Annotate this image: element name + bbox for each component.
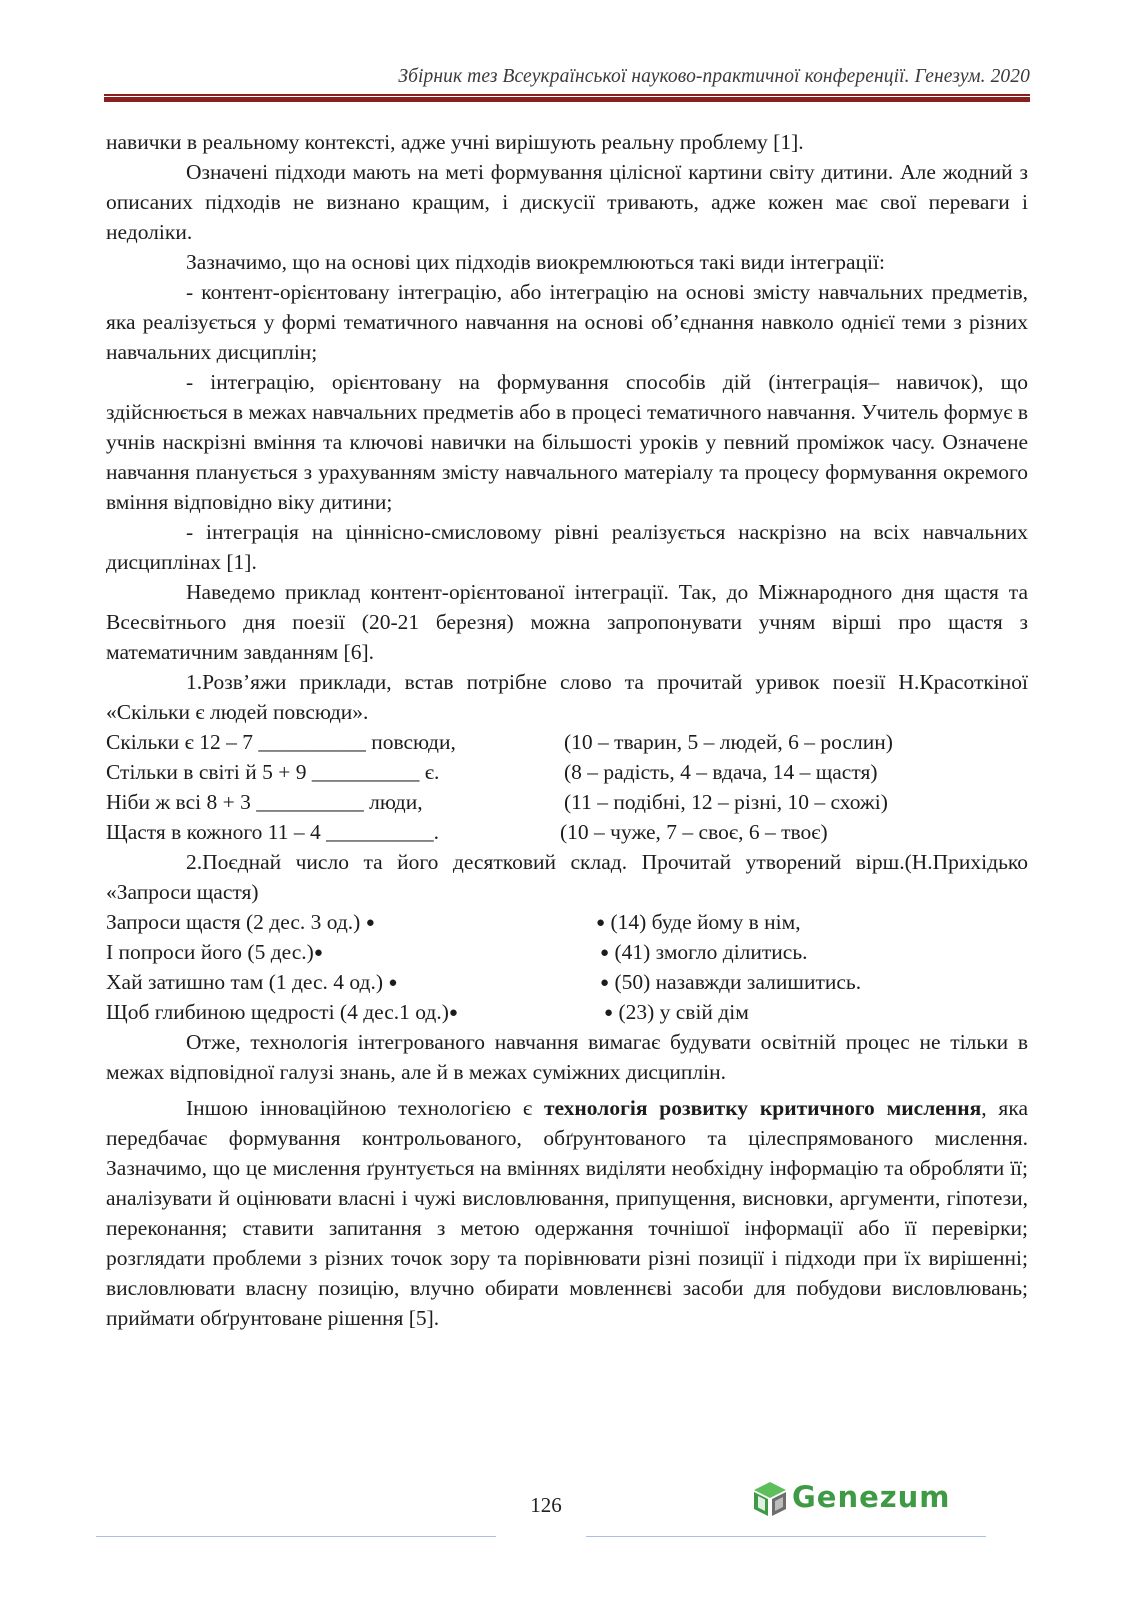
task1-row	[106, 817, 1028, 847]
paragraph: Наведемо приклад контент-орієнтованої інтеграції. Так, до Міжнародного дня щастя та Всесвітнього дня поезії (20-21 березня) можна запропонувати учням вірші про щастя з математичним завданням [6].	[106, 580, 1028, 664]
task1-intro: 1.Розв’яжи приклади, встав потрібне слово та прочитай уривок поезії Н.Красоткіної «Скільки є людей повсюди».	[106, 670, 1028, 724]
paragraph: Отже, технологія інтегрованого навчання вимагає будувати освітній процес не тільки в межах відповідної галузі знань, але й в межах суміжних дисциплін.	[106, 1030, 1028, 1084]
bullet-icon: ●	[313, 945, 323, 961]
task2-row	[106, 967, 1028, 997]
bullet-icon: ●	[388, 975, 398, 991]
header-rule-thick	[104, 97, 1030, 102]
paragraph-critical-thinking: Іншою інноваційною технологією є технологія розвитку критичного мислення, яка передбачає формування контрольованого, обґрунтованого та цілеспрямованого мислення. Зазначимо, що це мислення ґрунтується на вміннях виділяти необхідну інформацію та обробляти її; аналізувати й оцінювати власні і чужі висловлювання, припущення, висновки, аргументи, гіпотези, переконання; ставити запитання з метою одержання точнішої інформації або її перевірки; розглядати проблеми з різних точок зору та порівнювати різні позиції і підходи при їх вирішенні; висловлювати власну позицію, влучно обирати мовленнєві засоби для побудови висловлювань; приймати обґрунтоване рішення [5].	[106, 1096, 1028, 1330]
task1-line: Ніби ж всі 8 + 3 __________ люди,	[106, 790, 423, 814]
logo-text: Genezum	[792, 1480, 951, 1514]
task2-left: І попроси його (5 дес.)	[106, 940, 314, 964]
cube-icon	[748, 1478, 792, 1522]
task2-left: Запроси щастя (2 дес. 3 од.)	[106, 910, 361, 934]
list-item-skills-integration: - інтеграцію, орієнтовану на формування способів дій (інтеграція– навичок), що здійснюється в межах навчальних предметів або в процесі тематичного навчання. Учитель формує в учнів наскрізні вміння та ключові навички на більшості уроків у певний проміжок часу. Означене навчання планується з урахуванням змісту навчального матеріалу та процесу формування окремого вміння відповідно віку дитини;	[106, 370, 1028, 514]
list-item-content-integration: - контент-орієнтовану інтеграцію, або інтеграцію на основі змісту навчальних предметів, яка реалізується у формі тематичного навчання на основі об’єднання навколо однієї теми з різних навчальних дисциплін;	[106, 280, 1028, 364]
task1-options: (10 – чуже, 7 – своє, 6 – твоє)	[560, 820, 828, 844]
task1-row	[106, 787, 1028, 817]
task1-poem	[106, 727, 1028, 847]
term-critical-thinking: технологія розвитку критичного мислення	[544, 1096, 982, 1120]
task2-right: (41) змогло ділитись.	[614, 940, 808, 964]
task1-row	[106, 727, 1028, 757]
task2-right: (50) назавжди залишитись.	[614, 970, 862, 994]
task2-right: (23) у свій дім	[618, 1000, 749, 1024]
bullet-icon: ●	[600, 945, 610, 961]
bullet-icon: ●	[600, 975, 610, 991]
bullet-icon: ●	[365, 915, 375, 931]
task2-row	[106, 937, 1028, 967]
task1-options: (10 – тварин, 5 – людей, 6 – рослин)	[564, 730, 893, 754]
bullet-icon: ●	[596, 915, 606, 931]
page-number: 126	[530, 1493, 562, 1517]
task1-row	[106, 757, 1028, 787]
task2-left: Хай затишно там (1 дес. 4 од.)	[106, 970, 384, 994]
task1-options: (11 – подібні, 12 – різні, 10 – схожі)	[564, 790, 888, 814]
task1-line: Щастя в кожного 11 – 4 __________.	[106, 820, 439, 844]
task1-line: Скільки є 12 – 7 __________ повсюди,	[106, 730, 456, 754]
list-item-value-integration: - інтеграція на ціннісно-смисловому рівні реалізується наскрізно на всіх навчальних дисциплінах [1].	[106, 520, 1028, 574]
bullet-icon: ●	[604, 1005, 614, 1021]
task2-row	[106, 907, 1028, 937]
bullet-icon: ●	[448, 1005, 458, 1021]
task2-right: (14) буде йому в нім,	[610, 910, 801, 934]
task1-line: Стільки в світі й 5 + 9 __________ є.	[106, 760, 440, 784]
header-rule-thin	[104, 94, 1030, 96]
page-body	[106, 127, 1028, 1333]
task2-row	[106, 997, 1028, 1027]
task2-intro: 2.Поєднай число та його десятковий склад. Прочитай утворений вірш.(Н.Прихідько «Запроси щастя)	[106, 850, 1028, 904]
paragraph: навички в реальному контексті, адже учні вирішують реальну проблему [1].	[106, 130, 804, 154]
paragraph: Означені підходи мають на меті формування цілісної картини світу дитини. Але жодний з описаних підходів не визнано кращим, і дискусії тривають, адже кожен має свої переваги і недоліки.	[106, 160, 1028, 244]
task2-matching	[106, 907, 1028, 1027]
paragraph: Зазначимо, що на основі цих підходів виокремлюються такі види інтеграції:	[186, 250, 885, 274]
running-title: Збірник тез Всеукраїнської науково-практичної конференції. Генезум. 2020	[398, 66, 1030, 87]
footer-rule-right	[586, 1536, 986, 1537]
task1-options: (8 – радість, 4 – вдача, 14 – щастя)	[564, 760, 878, 784]
footer-rule-left	[96, 1536, 496, 1537]
genezum-logo	[748, 1478, 968, 1522]
task2-left: Щоб глибиною щедрості (4 дес.1 од.)	[106, 1000, 449, 1024]
